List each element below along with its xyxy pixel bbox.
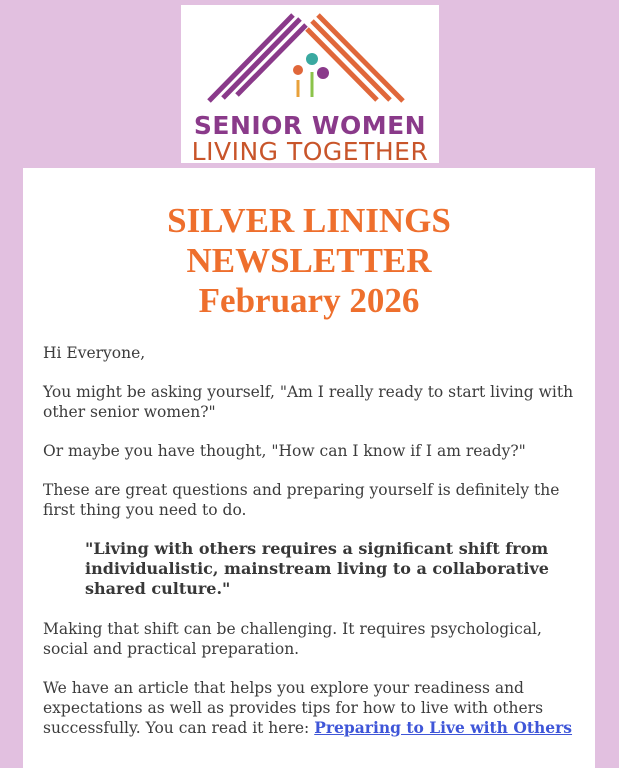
paragraph-3: These are great questions and preparing yourself is definitely the first thing you need to do. [43, 481, 560, 519]
title-date: February 2026 [198, 281, 420, 320]
logo [181, 5, 439, 166]
paragraph-5-text: We have an article that helps you explore your readiness and expectations as well as provides tips for how to live with others successfully. You can read it here: [43, 679, 544, 737]
title-line1: SILVER LININGS [167, 201, 451, 240]
newsletter-title [23, 201, 595, 321]
paragraph-1: You might be asking yourself, "Am I really ready to start living with other senior women?" [43, 383, 574, 421]
paragraph-4: Making that shift can be challenging. It requires psychological, social and practical preparation. [43, 620, 542, 658]
house-roof-icon [181, 5, 439, 115]
pull-quote: "Living with others requires a significant shift from individualistic, mainstream living to a collaborative shared culture." [85, 539, 549, 598]
newsletter-body [43, 343, 578, 757]
paragraph-2: Or maybe you have thought, "How can I know if I am ready?" [43, 442, 526, 460]
paragraph-5 [43, 678, 578, 738]
newsletter-card [23, 168, 595, 768]
logo-text-line2: LIVING TOGETHER [191, 137, 429, 166]
logo-text-line1: SENIOR WOMEN [193, 111, 427, 140]
greeting: Hi Everyone, [43, 344, 146, 362]
article-link[interactable]: Preparing to Live with Others [314, 718, 573, 737]
title-line2: NEWSLETTER [186, 241, 432, 280]
